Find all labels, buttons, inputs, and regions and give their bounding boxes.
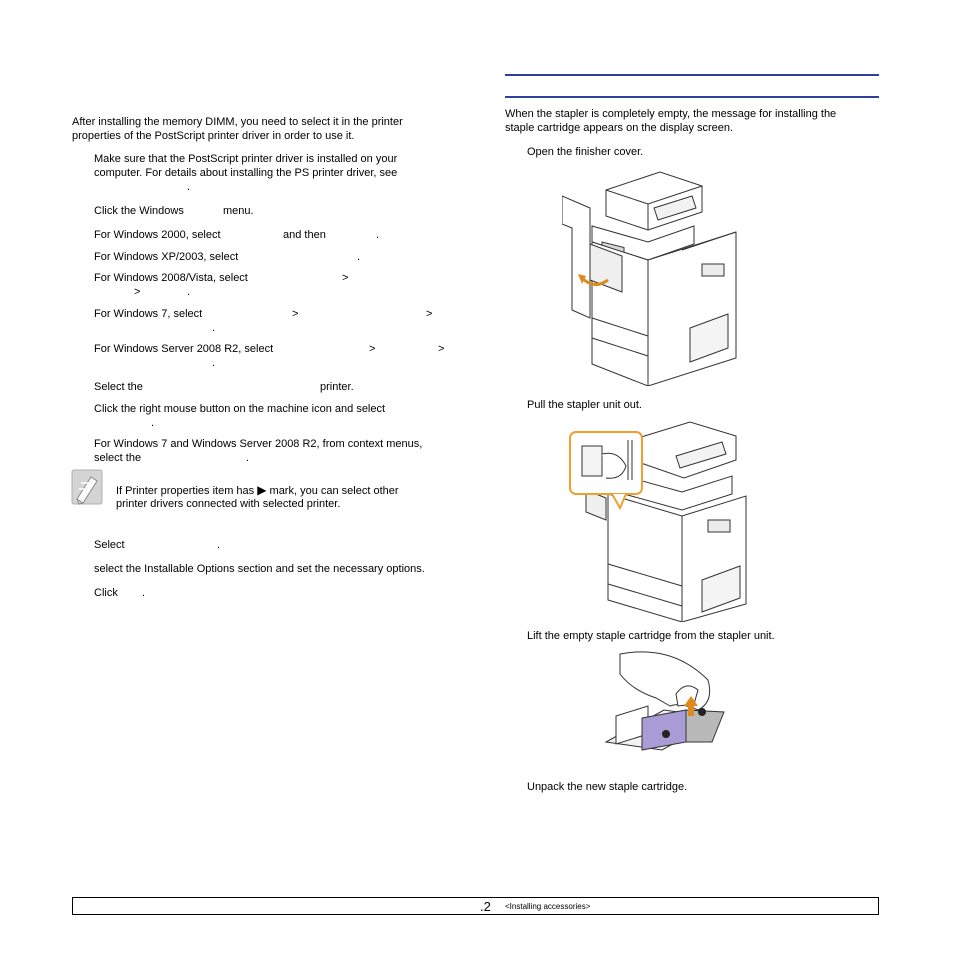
step7-a: Click	[94, 587, 118, 599]
note-line-1	[116, 483, 399, 498]
step4b-line-1: For Windows 7 and Windows Server 2008 R2, from context menus,	[94, 438, 423, 450]
right-step1: Open the finisher cover.	[527, 146, 644, 158]
winxp-a: For Windows XP/2003, select	[94, 251, 239, 263]
chapter-label: <Installing accessories>	[505, 902, 591, 911]
win2008r2-a: For Windows Server 2008 R2, select	[94, 343, 274, 355]
win2000-c: .	[376, 229, 380, 241]
step5-a: Select	[94, 539, 125, 551]
note-line-2: printer drivers connected with selected printer.	[116, 498, 341, 510]
win7-d: .	[212, 322, 216, 334]
win2008r2-c: >	[438, 343, 445, 355]
right-intro-line-2: staple cartridge appears on the display screen.	[505, 122, 734, 134]
step1-line-1: Make sure that the PostScript printer driver is installed on your	[94, 153, 398, 165]
step1-line-3: .	[187, 181, 191, 193]
page-number: .2	[480, 899, 491, 914]
printer-pull-stapler-unit	[566, 420, 750, 622]
win2000-b: and then	[283, 229, 326, 241]
step7-b: .	[142, 587, 146, 599]
win2008r2-b: >	[369, 343, 376, 355]
winxp-b: .	[357, 251, 361, 263]
step2-text-b: menu.	[223, 205, 254, 217]
step3-a: Select the	[94, 381, 143, 393]
step1-line-2: computer. For details about installing the PS printer driver, see	[94, 167, 398, 179]
intro-line-1: After installing the memory DIMM, you need to select it in the printer	[72, 116, 403, 128]
printer-open-finisher-cover	[562, 168, 744, 386]
win7-a: For Windows 7, select	[94, 308, 203, 320]
win7-c: >	[426, 308, 433, 320]
step3-b: printer.	[320, 381, 354, 393]
win2008-c: >	[134, 286, 141, 298]
win2008-b: >	[342, 272, 349, 284]
right-step3: Lift the empty staple cartridge from the stapler unit.	[527, 630, 775, 642]
intro-line-2: properties of the PostScript printer driver in order to use it.	[72, 130, 355, 142]
right-step4: Unpack the new staple cartridge.	[527, 781, 688, 793]
win2008-a: For Windows 2008/Vista, select	[94, 272, 248, 284]
page-footer	[72, 897, 879, 915]
note-text-a: If Printer properties item has	[116, 485, 255, 497]
win2000-a: For Windows 2000, select	[94, 229, 221, 241]
step4b-line-3: .	[246, 452, 250, 464]
section-rule-bottom	[505, 96, 879, 98]
step2-text-a: Click the Windows	[94, 205, 184, 217]
note-text-b: mark, you can select other	[269, 485, 399, 497]
triangle-arrow-icon: ▶	[257, 483, 267, 497]
step6-text: select the Installable Options section and set the necessary options.	[94, 563, 425, 575]
step5-b: .	[217, 539, 221, 551]
lift-staple-cartridge	[602, 650, 730, 754]
step4-line-1: Click the right mouse button on the machine icon and select	[94, 403, 386, 415]
win7-b: >	[292, 308, 299, 320]
win2008r2-d: .	[212, 357, 216, 369]
section-rule-top	[505, 74, 879, 76]
step4-line-2: .	[151, 417, 155, 429]
right-step2: Pull the stapler unit out.	[527, 399, 642, 411]
step4b-line-2: select the	[94, 452, 142, 464]
win2008-d: .	[187, 286, 191, 298]
right-intro-line-1: When the stapler is completely empty, the message for installing the	[505, 108, 837, 120]
note-pen-icon	[71, 469, 105, 507]
